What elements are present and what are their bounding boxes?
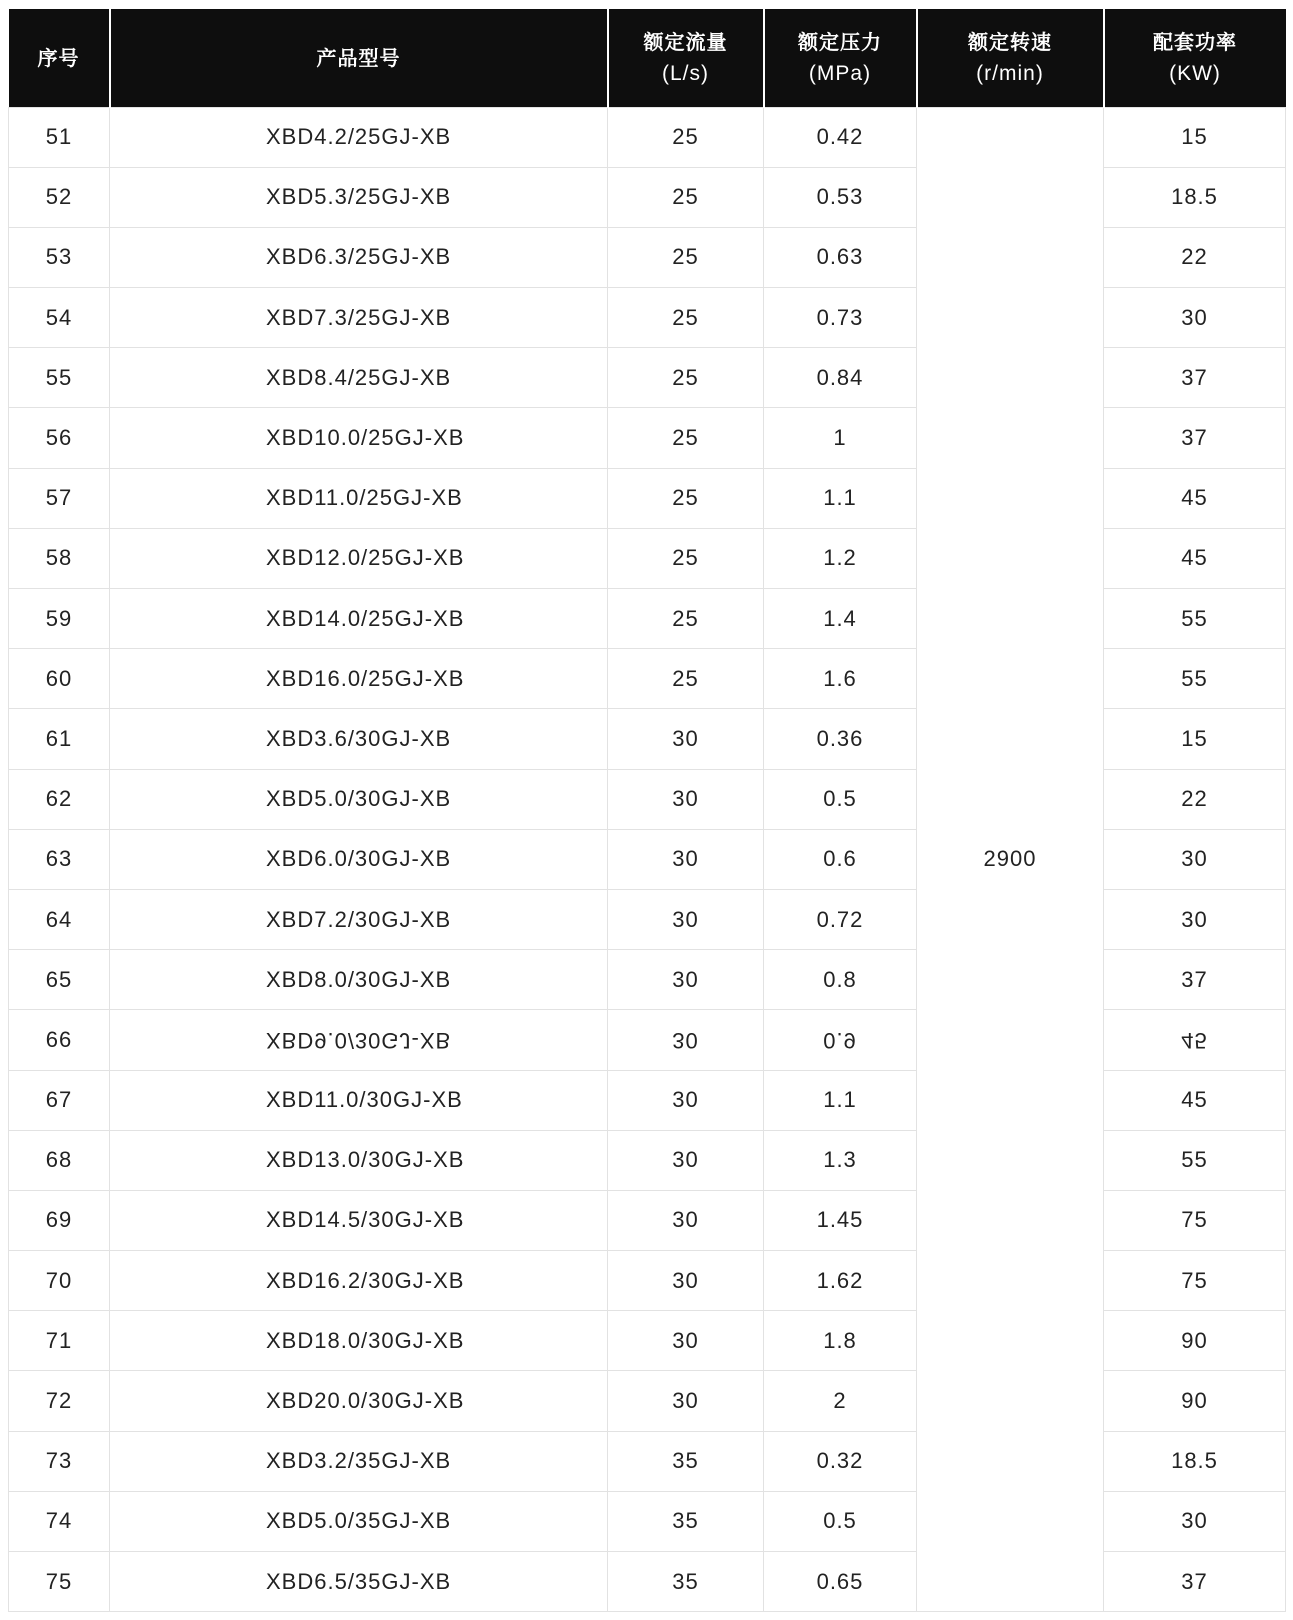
matched-power-cell-text: 75 <box>1181 1267 1208 1293</box>
rated-pressure-cell <box>764 1311 917 1371</box>
serial-number-cell <box>9 528 110 588</box>
rated-pressure-cell <box>764 1190 917 1250</box>
model-cell <box>110 1251 608 1311</box>
serial-number-cell <box>9 1431 110 1491</box>
rated-flow-cell-text: 25 <box>672 485 699 511</box>
model-cell-text: XBD5.3/25GJ-XB <box>266 184 452 210</box>
rated-pressure-cell-text: 1.1 <box>823 485 857 511</box>
serial-number-cell-text: 70 <box>45 1267 73 1293</box>
rated-flow-cell-text: 25 <box>672 605 699 631</box>
matched-power-cell <box>1104 107 1286 167</box>
serial-number-cell <box>9 709 110 769</box>
matched-power-cell <box>1104 769 1286 829</box>
matched-power-cell-text: 55 <box>1181 605 1208 631</box>
model-cell <box>110 348 608 408</box>
rated-flow-cell <box>608 167 764 227</box>
rated-flow-cell <box>608 408 764 468</box>
model-cell-text: XBD16.0/25GJ-XB <box>266 665 465 691</box>
serial-number-cell-text: 71 <box>45 1327 73 1353</box>
matched-power-cell <box>1104 1190 1286 1250</box>
rated-pressure-cell-text: 0.42 <box>816 124 864 150</box>
rated-pressure-cell-text: 0.65 <box>816 1568 864 1594</box>
rated-pressure-cell <box>764 167 917 227</box>
model-cell <box>110 167 608 227</box>
model-cell <box>110 1552 608 1612</box>
serial-number-cell <box>9 1371 110 1431</box>
rated-flow-cell <box>608 1190 764 1250</box>
model-cell-text: XBD5.0/30GJ-XB <box>266 786 452 812</box>
rated-flow-cell <box>608 769 764 829</box>
rated-pressure-cell <box>764 889 917 949</box>
header-rated-flow-unit: (L/s) <box>662 61 709 85</box>
matched-power-cell <box>1104 649 1286 709</box>
model-cell <box>110 1130 608 1190</box>
serial-number-cell <box>9 950 110 1010</box>
matched-power-cell-text: 18.5 <box>1171 184 1218 210</box>
rated-pressure-cell-text: 1.6 <box>823 665 857 691</box>
rated-pressure-cell <box>764 1251 917 1311</box>
serial-number-cell <box>9 468 110 528</box>
matched-power-cell-text: 22 <box>1181 244 1208 270</box>
rated-flow-cell-text: 25 <box>672 304 699 330</box>
model-cell-text: XBD18.0/30GJ-XB <box>266 1327 465 1353</box>
rated-pressure-cell <box>764 649 917 709</box>
model-cell-text: XBD3.6/30GJ-XB <box>266 725 452 751</box>
rated-pressure-cell <box>764 227 917 287</box>
model-cell <box>110 1431 608 1491</box>
rated-pressure-cell-text: 0.84 <box>816 364 864 390</box>
rated-flow-cell <box>608 1130 764 1190</box>
serial-number-cell <box>9 1491 110 1551</box>
table-body <box>9 107 1286 1612</box>
serial-number-cell-text: 54 <box>45 304 73 330</box>
rated-flow-cell-text: 25 <box>672 665 699 691</box>
serial-number-cell <box>9 1010 110 1070</box>
table-row <box>9 107 1286 167</box>
serial-number-cell-text: 52 <box>45 184 73 210</box>
matched-power-cell <box>1104 1311 1286 1371</box>
rated-pressure-cell-text: 0.32 <box>816 1448 864 1474</box>
header-matched-power-title: 配套功率 <box>1153 29 1237 54</box>
matched-power-cell-text: 22 <box>1181 786 1208 812</box>
model-cell-text: XBD6.5/35GJ-XB <box>266 1568 452 1594</box>
rated-flow-cell <box>608 1552 764 1612</box>
rated-flow-cell-text: 30 <box>672 1207 699 1233</box>
rated-pressure-cell-text: 1 <box>833 425 847 451</box>
matched-power-cell-text: 30 <box>1181 304 1208 330</box>
serial-number-cell-text: 74 <box>45 1508 73 1534</box>
model-cell-text: XBD4.2/25GJ-XB <box>266 124 452 150</box>
rated-flow-cell <box>608 950 764 1010</box>
matched-power-cell <box>1104 1552 1286 1612</box>
rated-flow-cell <box>608 227 764 287</box>
model-cell <box>110 829 608 889</box>
model-cell-text: XBD8.4/25GJ-XB <box>266 364 452 390</box>
header-matched-power-unit: (KW) <box>1169 61 1221 85</box>
rated-pressure-cell <box>764 288 917 348</box>
model-cell <box>110 709 608 769</box>
rated-pressure-cell <box>764 528 917 588</box>
rated-pressure-cell-text: 1.62 <box>816 1267 864 1293</box>
rated-pressure-cell-text: 0.72 <box>816 906 864 932</box>
model-cell <box>110 649 608 709</box>
rated-pressure-cell <box>764 1070 917 1130</box>
matched-power-cell <box>1104 829 1286 889</box>
model-cell <box>110 1010 608 1070</box>
rated-flow-cell-text: 35 <box>672 1448 699 1474</box>
matched-power-cell-text: 75 <box>1181 1207 1208 1233</box>
rated-pressure-cell-text: 1.8 <box>823 1327 857 1353</box>
serial-number-cell <box>9 1190 110 1250</box>
matched-power-cell <box>1104 408 1286 468</box>
model-cell-text: XBD3.2/35GJ-XB <box>266 1448 452 1474</box>
rated-flow-cell-text: 30 <box>672 1388 699 1414</box>
rated-pressure-cell <box>764 1010 917 1070</box>
matched-power-cell <box>1104 468 1286 528</box>
matched-power-cell-text: 30 <box>1181 906 1208 932</box>
header-matched-power <box>1104 9 1286 107</box>
model-cell <box>110 227 608 287</box>
rated-pressure-cell-text: 0.6 <box>823 846 857 872</box>
matched-power-cell <box>1104 889 1286 949</box>
model-cell <box>110 1311 608 1371</box>
model-cell <box>110 769 608 829</box>
rated-pressure-cell <box>764 1491 917 1551</box>
serial-number-cell <box>9 1552 110 1612</box>
model-cell-text: XBD10.0/25GJ-XB <box>266 425 465 451</box>
matched-power-cell <box>1104 1070 1286 1130</box>
header-serial-number <box>9 9 110 107</box>
rated-flow-cell <box>608 829 764 889</box>
rated-pressure-cell-text: 0.9 <box>823 1027 857 1053</box>
rated-flow-cell <box>608 1010 764 1070</box>
matched-power-cell-text: 45 <box>1181 485 1208 511</box>
rated-flow-cell <box>608 107 764 167</box>
serial-number-cell-text: 64 <box>45 906 73 932</box>
model-cell <box>110 1190 608 1250</box>
rated-pressure-cell <box>764 468 917 528</box>
rated-flow-cell-text: 30 <box>672 1087 699 1113</box>
serial-number-cell <box>9 167 110 227</box>
rated-flow-cell <box>608 1431 764 1491</box>
matched-power-cell-text: 45 <box>1181 1027 1208 1053</box>
model-cell <box>110 950 608 1010</box>
matched-power-cell <box>1104 1371 1286 1431</box>
serial-number-cell-text: 65 <box>45 966 73 992</box>
model-cell-text: XBD11.0/25GJ-XB <box>266 485 463 511</box>
model-cell <box>110 468 608 528</box>
rated-pressure-cell <box>764 709 917 769</box>
rated-pressure-cell-text: 1.3 <box>823 1147 857 1173</box>
rated-flow-cell <box>608 709 764 769</box>
rated-pressure-cell <box>764 589 917 649</box>
matched-power-cell-text: 37 <box>1181 966 1208 992</box>
serial-number-cell <box>9 227 110 287</box>
serial-number-cell-text: 58 <box>45 545 73 571</box>
model-cell <box>110 288 608 348</box>
serial-number-cell-text: 72 <box>45 1388 73 1414</box>
serial-number-cell-text: 61 <box>45 725 73 751</box>
rated-flow-cell <box>608 1070 764 1130</box>
matched-power-cell-text: 37 <box>1181 1568 1208 1594</box>
rated-flow-cell <box>608 649 764 709</box>
header-rated-pressure <box>764 9 917 107</box>
rated-flow-cell <box>608 889 764 949</box>
matched-power-cell-text: 55 <box>1181 665 1208 691</box>
matched-power-cell <box>1104 1431 1286 1491</box>
rated-flow-cell-text: 30 <box>672 1267 699 1293</box>
rated-pressure-cell-text: 0.5 <box>823 1508 857 1534</box>
serial-number-cell <box>9 889 110 949</box>
table-header <box>9 9 1286 107</box>
model-cell <box>110 589 608 649</box>
model-cell-text: XBD16.2/30GJ-XB <box>266 1267 465 1293</box>
header-rated-pressure-title: 额定压力 <box>798 29 882 54</box>
rated-pressure-cell-text: 0.36 <box>816 725 864 751</box>
rated-flow-cell-text: 25 <box>672 184 699 210</box>
header-model-label: 产品型号 <box>316 45 401 70</box>
model-cell <box>110 889 608 949</box>
rated-flow-cell <box>608 288 764 348</box>
matched-power-cell-text: 45 <box>1181 545 1208 571</box>
header-row <box>9 9 1286 107</box>
model-cell-text: XBD7.2/30GJ-XB <box>266 906 452 932</box>
rated-flow-cell-text: 35 <box>672 1508 699 1534</box>
model-cell <box>110 1491 608 1551</box>
rated-pressure-cell-text: 0.5 <box>823 786 857 812</box>
header-rated-speed-title: 额定转速 <box>968 29 1052 54</box>
matched-power-cell-text: 90 <box>1181 1388 1208 1414</box>
rated-flow-cell-text: 25 <box>672 425 699 451</box>
serial-number-cell-text: 60 <box>45 665 73 691</box>
rated-flow-cell-text: 30 <box>672 725 699 751</box>
rated-pressure-cell <box>764 1431 917 1491</box>
serial-number-cell-text: 56 <box>45 425 73 451</box>
rated-flow-cell <box>608 348 764 408</box>
matched-power-cell-text: 90 <box>1181 1327 1208 1353</box>
matched-power-cell-text: 18.5 <box>1171 1448 1218 1474</box>
matched-power-cell-text: 37 <box>1181 364 1208 390</box>
rated-pressure-cell <box>764 829 917 889</box>
rated-pressure-cell-text: 0.73 <box>816 304 864 330</box>
header-rated-pressure-unit: (MPa) <box>808 61 872 85</box>
model-cell-text: XBD5.0/35GJ-XB <box>266 1508 452 1534</box>
model-cell-text: XBD6.0/30GJ-XB <box>266 846 452 872</box>
rated-speed-cell <box>917 107 1104 1612</box>
header-serial-number-label: 序号 <box>37 45 80 70</box>
model-cell-text: XBD14.0/25GJ-XB <box>266 605 465 631</box>
rated-flow-cell-text: 30 <box>672 906 699 932</box>
matched-power-cell <box>1104 227 1286 287</box>
rated-flow-cell-text: 30 <box>672 1327 699 1353</box>
model-cell-text: XBD12.0/25GJ-XB <box>266 545 465 571</box>
rated-flow-cell-text: 25 <box>672 124 699 150</box>
rated-flow-cell <box>608 1311 764 1371</box>
model-cell-text: XBD7.3/25GJ-XB <box>266 304 452 330</box>
serial-number-cell-text: 66 <box>45 1026 73 1052</box>
serial-number-cell <box>9 288 110 348</box>
rated-flow-cell <box>608 1491 764 1551</box>
serial-number-cell <box>9 769 110 829</box>
matched-power-cell-text: 37 <box>1181 425 1208 451</box>
model-cell-text: XBD13.0/30GJ-XB <box>266 1147 465 1173</box>
rated-flow-cell <box>608 528 764 588</box>
model-cell-text: XBD14.5/30GJ-XB <box>266 1207 465 1233</box>
matched-power-cell <box>1104 288 1286 348</box>
rated-pressure-cell-text: 0.8 <box>823 966 857 992</box>
serial-number-cell-text: 75 <box>45 1568 73 1594</box>
header-rated-flow <box>608 9 764 107</box>
rated-pressure-cell <box>764 1371 917 1431</box>
matched-power-cell-text: 45 <box>1181 1087 1208 1113</box>
rated-pressure-cell-text: 1.1 <box>823 1087 857 1113</box>
serial-number-cell <box>9 829 110 889</box>
header-rated-flow-title: 额定流量 <box>643 29 728 54</box>
serial-number-cell <box>9 589 110 649</box>
rated-pressure-cell <box>764 1130 917 1190</box>
rated-pressure-cell-text: 0.63 <box>816 244 864 270</box>
serial-number-cell-text: 53 <box>45 244 73 270</box>
rated-flow-cell-text: 30 <box>672 1147 699 1173</box>
matched-power-cell <box>1104 589 1286 649</box>
serial-number-cell <box>9 1130 110 1190</box>
model-cell-text: XBD9.0/30GJ-XB <box>266 1027 452 1053</box>
rated-pressure-cell <box>764 950 917 1010</box>
rated-pressure-cell <box>764 1552 917 1612</box>
serial-number-cell-text: 67 <box>45 1087 73 1113</box>
matched-power-cell <box>1104 167 1286 227</box>
matched-power-cell-text: 30 <box>1181 1508 1208 1534</box>
serial-number-cell-text: 59 <box>45 605 73 631</box>
rated-flow-cell-text: 25 <box>672 244 699 270</box>
header-rated-speed <box>917 9 1104 107</box>
model-cell-text: XBD6.3/25GJ-XB <box>266 244 452 270</box>
rated-pressure-cell-text: 1.2 <box>823 545 857 571</box>
serial-number-cell-text: 69 <box>45 1207 73 1233</box>
rated-flow-cell <box>608 589 764 649</box>
matched-power-cell-text: 30 <box>1181 846 1208 872</box>
rated-flow-cell-text: 25 <box>672 364 699 390</box>
rated-pressure-cell <box>764 408 917 468</box>
rated-flow-cell-text: 35 <box>672 1568 699 1594</box>
rated-flow-cell-text: 30 <box>672 966 699 992</box>
serial-number-cell-text: 55 <box>45 364 73 390</box>
matched-power-cell <box>1104 348 1286 408</box>
serial-number-cell <box>9 408 110 468</box>
rated-pressure-cell <box>764 348 917 408</box>
rated-speed-cell-text: 2900 <box>983 846 1037 872</box>
rated-pressure-cell-text: 0.53 <box>816 184 864 210</box>
model-cell-text: XBD20.0/30GJ-XB <box>266 1388 465 1414</box>
serial-number-cell <box>9 649 110 709</box>
rated-flow-cell-text: 30 <box>672 786 699 812</box>
serial-number-cell-text: 57 <box>45 485 73 511</box>
model-cell <box>110 528 608 588</box>
rated-pressure-cell-text: 2 <box>833 1388 847 1414</box>
model-cell <box>110 1371 608 1431</box>
matched-power-cell-text: 55 <box>1181 1147 1208 1173</box>
rated-flow-cell-text: 25 <box>672 545 699 571</box>
rated-flow-cell <box>608 468 764 528</box>
model-cell <box>110 408 608 468</box>
model-cell-text: XBD11.0/30GJ-XB <box>266 1087 463 1113</box>
matched-power-cell-text: 15 <box>1181 725 1208 751</box>
serial-number-cell <box>9 1070 110 1130</box>
matched-power-cell <box>1104 1130 1286 1190</box>
serial-number-cell <box>9 107 110 167</box>
rated-pressure-cell-text: 1.4 <box>823 605 857 631</box>
rated-pressure-cell <box>764 769 917 829</box>
matched-power-cell <box>1104 1491 1286 1551</box>
matched-power-cell <box>1104 950 1286 1010</box>
model-cell-text: XBD8.0/30GJ-XB <box>266 966 452 992</box>
matched-power-cell-text: 15 <box>1181 124 1208 150</box>
model-cell <box>110 1070 608 1130</box>
rated-flow-cell <box>608 1371 764 1431</box>
serial-number-cell-text: 63 <box>45 846 73 872</box>
matched-power-cell <box>1104 1251 1286 1311</box>
rated-flow-cell-text: 30 <box>672 846 699 872</box>
pump-spec-table <box>8 9 1286 1612</box>
rated-pressure-cell-text: 1.45 <box>816 1207 864 1233</box>
rated-pressure-cell <box>764 107 917 167</box>
rated-flow-cell-text: 30 <box>672 1027 699 1053</box>
header-model <box>110 9 608 107</box>
model-cell <box>110 107 608 167</box>
header-rated-speed-unit: (r/min) <box>976 61 1044 85</box>
matched-power-cell <box>1104 709 1286 769</box>
serial-number-cell <box>9 1251 110 1311</box>
serial-number-cell <box>9 348 110 408</box>
serial-number-cell-text: 62 <box>45 786 73 812</box>
matched-power-cell <box>1104 528 1286 588</box>
serial-number-cell-text: 68 <box>45 1147 73 1173</box>
rated-flow-cell <box>608 1251 764 1311</box>
matched-power-cell <box>1104 1010 1286 1070</box>
serial-number-cell-text: 51 <box>45 124 73 150</box>
serial-number-cell <box>9 1311 110 1371</box>
serial-number-cell-text: 73 <box>45 1448 73 1474</box>
